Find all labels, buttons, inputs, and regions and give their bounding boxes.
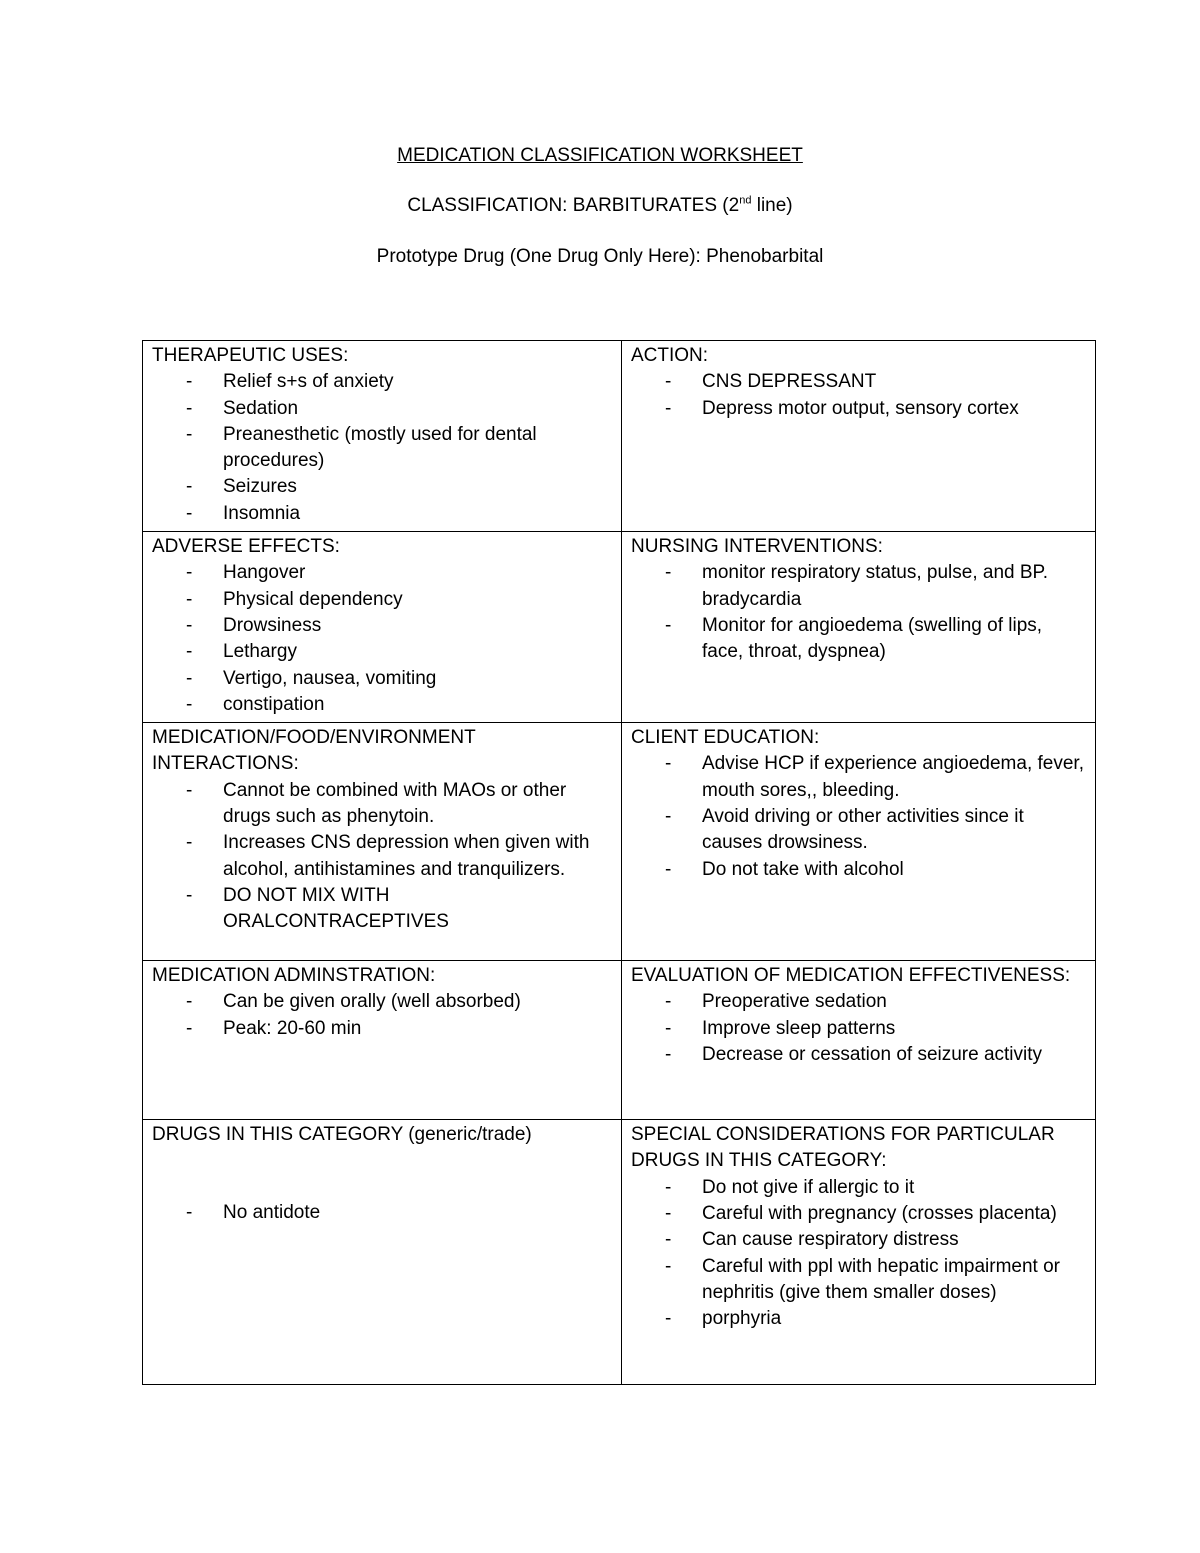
bullet-dash: - [186,476,193,498]
drugs-in-category-cell [143,1120,622,1385]
worksheet-row [143,532,1096,723]
list-item [152,1016,613,1042]
list-item [152,883,613,936]
list-item-text: constipation [223,693,325,715]
list-item-text: Do not take with alcohol [702,858,904,880]
list-item-text: Lethargy [223,641,297,663]
worksheet-row [143,961,1096,1120]
list-item-text: Cannot be combined with MAOs or other drugs such as phenytoin. [223,779,567,828]
list-item [631,1306,1087,1332]
worksheet-row [143,723,1096,961]
prototype-drug-line: Prototype Drug (One Drug Only Here): Phenobarbital [376,246,824,267]
list-item-text: Advise HCP if experience angioedema, fever, mouth sores,, bleeding. [702,753,1084,801]
list-item-text: Peak: 20-60 min [223,1017,362,1039]
adverse-effects-heading: ADVERSE EFFECTS: [152,536,340,558]
list-item-text: CNS DEPRESSANT [702,371,877,393]
list-item [152,587,613,613]
list-item [631,1254,1087,1307]
classification-line [0,194,1200,218]
list-item [152,396,613,422]
interactions-list [152,778,613,936]
list-item [631,1042,1087,1068]
list-item [631,1227,1087,1253]
page-title: MEDICATION CLASSIFICATION WORKSHEET [397,145,803,166]
list-item [631,989,1087,1015]
bullet-dash: - [186,502,193,524]
list-item-text: Monitor for angioedema (swelling of lips, face, throat, dyspnea) [702,614,1043,663]
list-item [152,422,613,475]
bullet-dash: - [186,667,193,689]
bullet-dash: - [186,614,193,636]
drugs-in-category-list [152,1200,613,1226]
list-item [152,778,613,831]
bullet-dash: - [665,1017,672,1039]
bullet-dash: - [186,423,193,445]
list-item [631,804,1087,857]
classification-text: CLASSIFICATION: BARBITURATES (2 [407,195,740,216]
list-item-text: Avoid driving or other activities since it causes drowsiness. [702,806,1024,854]
nursing-interventions-list [631,560,1087,665]
list-item [631,369,1087,395]
list-item [152,830,613,883]
list-item [631,751,1087,804]
bullet-dash: - [186,832,193,854]
worksheet-row [143,341,1096,532]
list-item-text: Vertigo, nausea, vomiting [223,667,437,689]
therapeutic-uses-heading: THERAPEUTIC USES: [152,345,349,366]
adverse-effects-cell [143,532,622,723]
list-item [631,613,1087,666]
list-item-text: Increases CNS depression when given with alcohol, antihistamines and tranquilizers. [223,832,590,880]
list-item-text: Do not give if allergic to it [702,1176,915,1198]
list-item-text: Hangover [223,562,306,584]
bullet-dash: - [665,1203,672,1225]
list-item-text: Preoperative sedation [702,991,887,1013]
bullet-dash: - [186,641,193,663]
nursing-interventions-heading: NURSING INTERVENTIONS: [631,536,883,558]
bullet-dash: - [665,397,672,419]
bullet-dash: - [186,588,193,610]
list-item [152,501,613,527]
bullet-dash: - [665,858,672,880]
list-item [152,692,613,718]
client-education-heading: CLIENT EDUCATION: [631,727,820,749]
bullet-dash: - [186,397,193,419]
administration-cell [143,961,622,1120]
special-considerations-cell [622,1120,1096,1385]
bullet-dash: - [186,562,193,584]
list-item-text: Sedation [223,397,299,419]
bullet-dash: - [665,1308,672,1330]
list-item [631,396,1087,422]
list-item [631,1201,1087,1227]
list-item [631,857,1087,883]
worksheet-table [142,340,1096,1385]
therapeutic-uses-list [152,369,613,527]
list-item-text: Improve sleep patterns [702,1017,896,1039]
bullet-dash: - [665,753,672,775]
bullet-dash: - [665,991,672,1013]
evaluation-heading: EVALUATION OF MEDICATION EFFECTIVENESS: [631,965,1071,987]
list-item-text: porphyria [702,1308,782,1330]
therapeutic-uses-cell [143,341,622,532]
list-item [152,666,613,692]
list-item-text: Physical dependency [223,588,403,610]
list-item-text: No antidote [223,1202,321,1224]
list-item-text: Relief s+s of anxiety [223,371,394,393]
administration-heading: MEDICATION ADMINSTRATION: [152,965,436,987]
special-considerations-list [631,1175,1087,1333]
list-item [631,560,1087,613]
bullet-dash: - [186,1017,193,1039]
spacer [152,1148,613,1174]
list-item [152,474,613,500]
list-item [152,613,613,639]
list-item [631,1016,1087,1042]
client-education-list [631,751,1087,882]
interactions-cell [143,723,622,961]
bullet-dash: - [186,779,193,801]
bullet-dash: - [186,884,193,906]
list-item [152,369,613,395]
nursing-interventions-cell [622,532,1096,723]
list-item-text: Can be given orally (well absorbed) [223,991,521,1013]
action-cell [622,341,1096,532]
bullet-dash: - [665,1255,672,1277]
list-item [152,560,613,586]
list-item-text: Seizures [223,476,297,498]
classification-suffix: line) [751,195,793,216]
list-item-text: DO NOT MIX WITH ORALCONTRACEPTIVES [223,884,449,933]
worksheet-row [143,1120,1096,1385]
bullet-dash: - [186,371,193,393]
list-item-text: Decrease or cessation of seizure activity [702,1044,1043,1066]
list-item [152,1200,613,1226]
action-list [631,369,1087,422]
bullet-dash: - [186,991,193,1013]
list-item-text: Can cause respiratory distress [702,1229,959,1251]
list-item-text: Careful with pregnancy (crosses placenta) [702,1203,1057,1225]
list-item-text: monitor respiratory status, pulse, and BP. bradycardia [702,562,1049,610]
bullet-dash: - [186,693,193,715]
bullet-dash: - [665,562,672,584]
list-item-text: Preanesthetic (mostly used for dental procedures) [223,423,537,472]
list-item [152,639,613,665]
list-item-text: Insomnia [223,502,301,524]
list-item-text: Drowsiness [223,614,322,636]
bullet-dash: - [665,614,672,636]
evaluation-list [631,989,1087,1068]
administration-list [152,989,613,1042]
classification-superscript: nd [739,194,752,207]
evaluation-cell [622,961,1096,1120]
list-item-text: Depress motor output, sensory cortex [702,397,1019,419]
action-heading: ACTION: [631,345,709,366]
drugs-in-category-heading: DRUGS IN THIS CATEGORY (generic/trade) [152,1124,532,1146]
adverse-effects-list [152,560,613,718]
interactions-heading: MEDICATION/FOOD/ENVIRONMENT INTERACTIONS: [152,727,476,775]
bullet-dash: - [186,1202,193,1224]
list-item-text: Careful with ppl with hepatic impairment or nephritis (give them smaller doses) [702,1255,1060,1303]
bullet-dash: - [665,1229,672,1251]
special-considerations-heading: SPECIAL CONSIDERATIONS FOR PARTICULAR DRUGS IN THIS CATEGORY: [631,1124,1055,1172]
client-education-cell [622,723,1096,961]
bullet-dash: - [665,806,672,828]
list-item [152,989,613,1015]
list-item [631,1175,1087,1201]
bullet-dash: - [665,371,672,393]
bullet-dash: - [665,1044,672,1066]
spacer [152,1174,613,1200]
bullet-dash: - [665,1176,672,1198]
